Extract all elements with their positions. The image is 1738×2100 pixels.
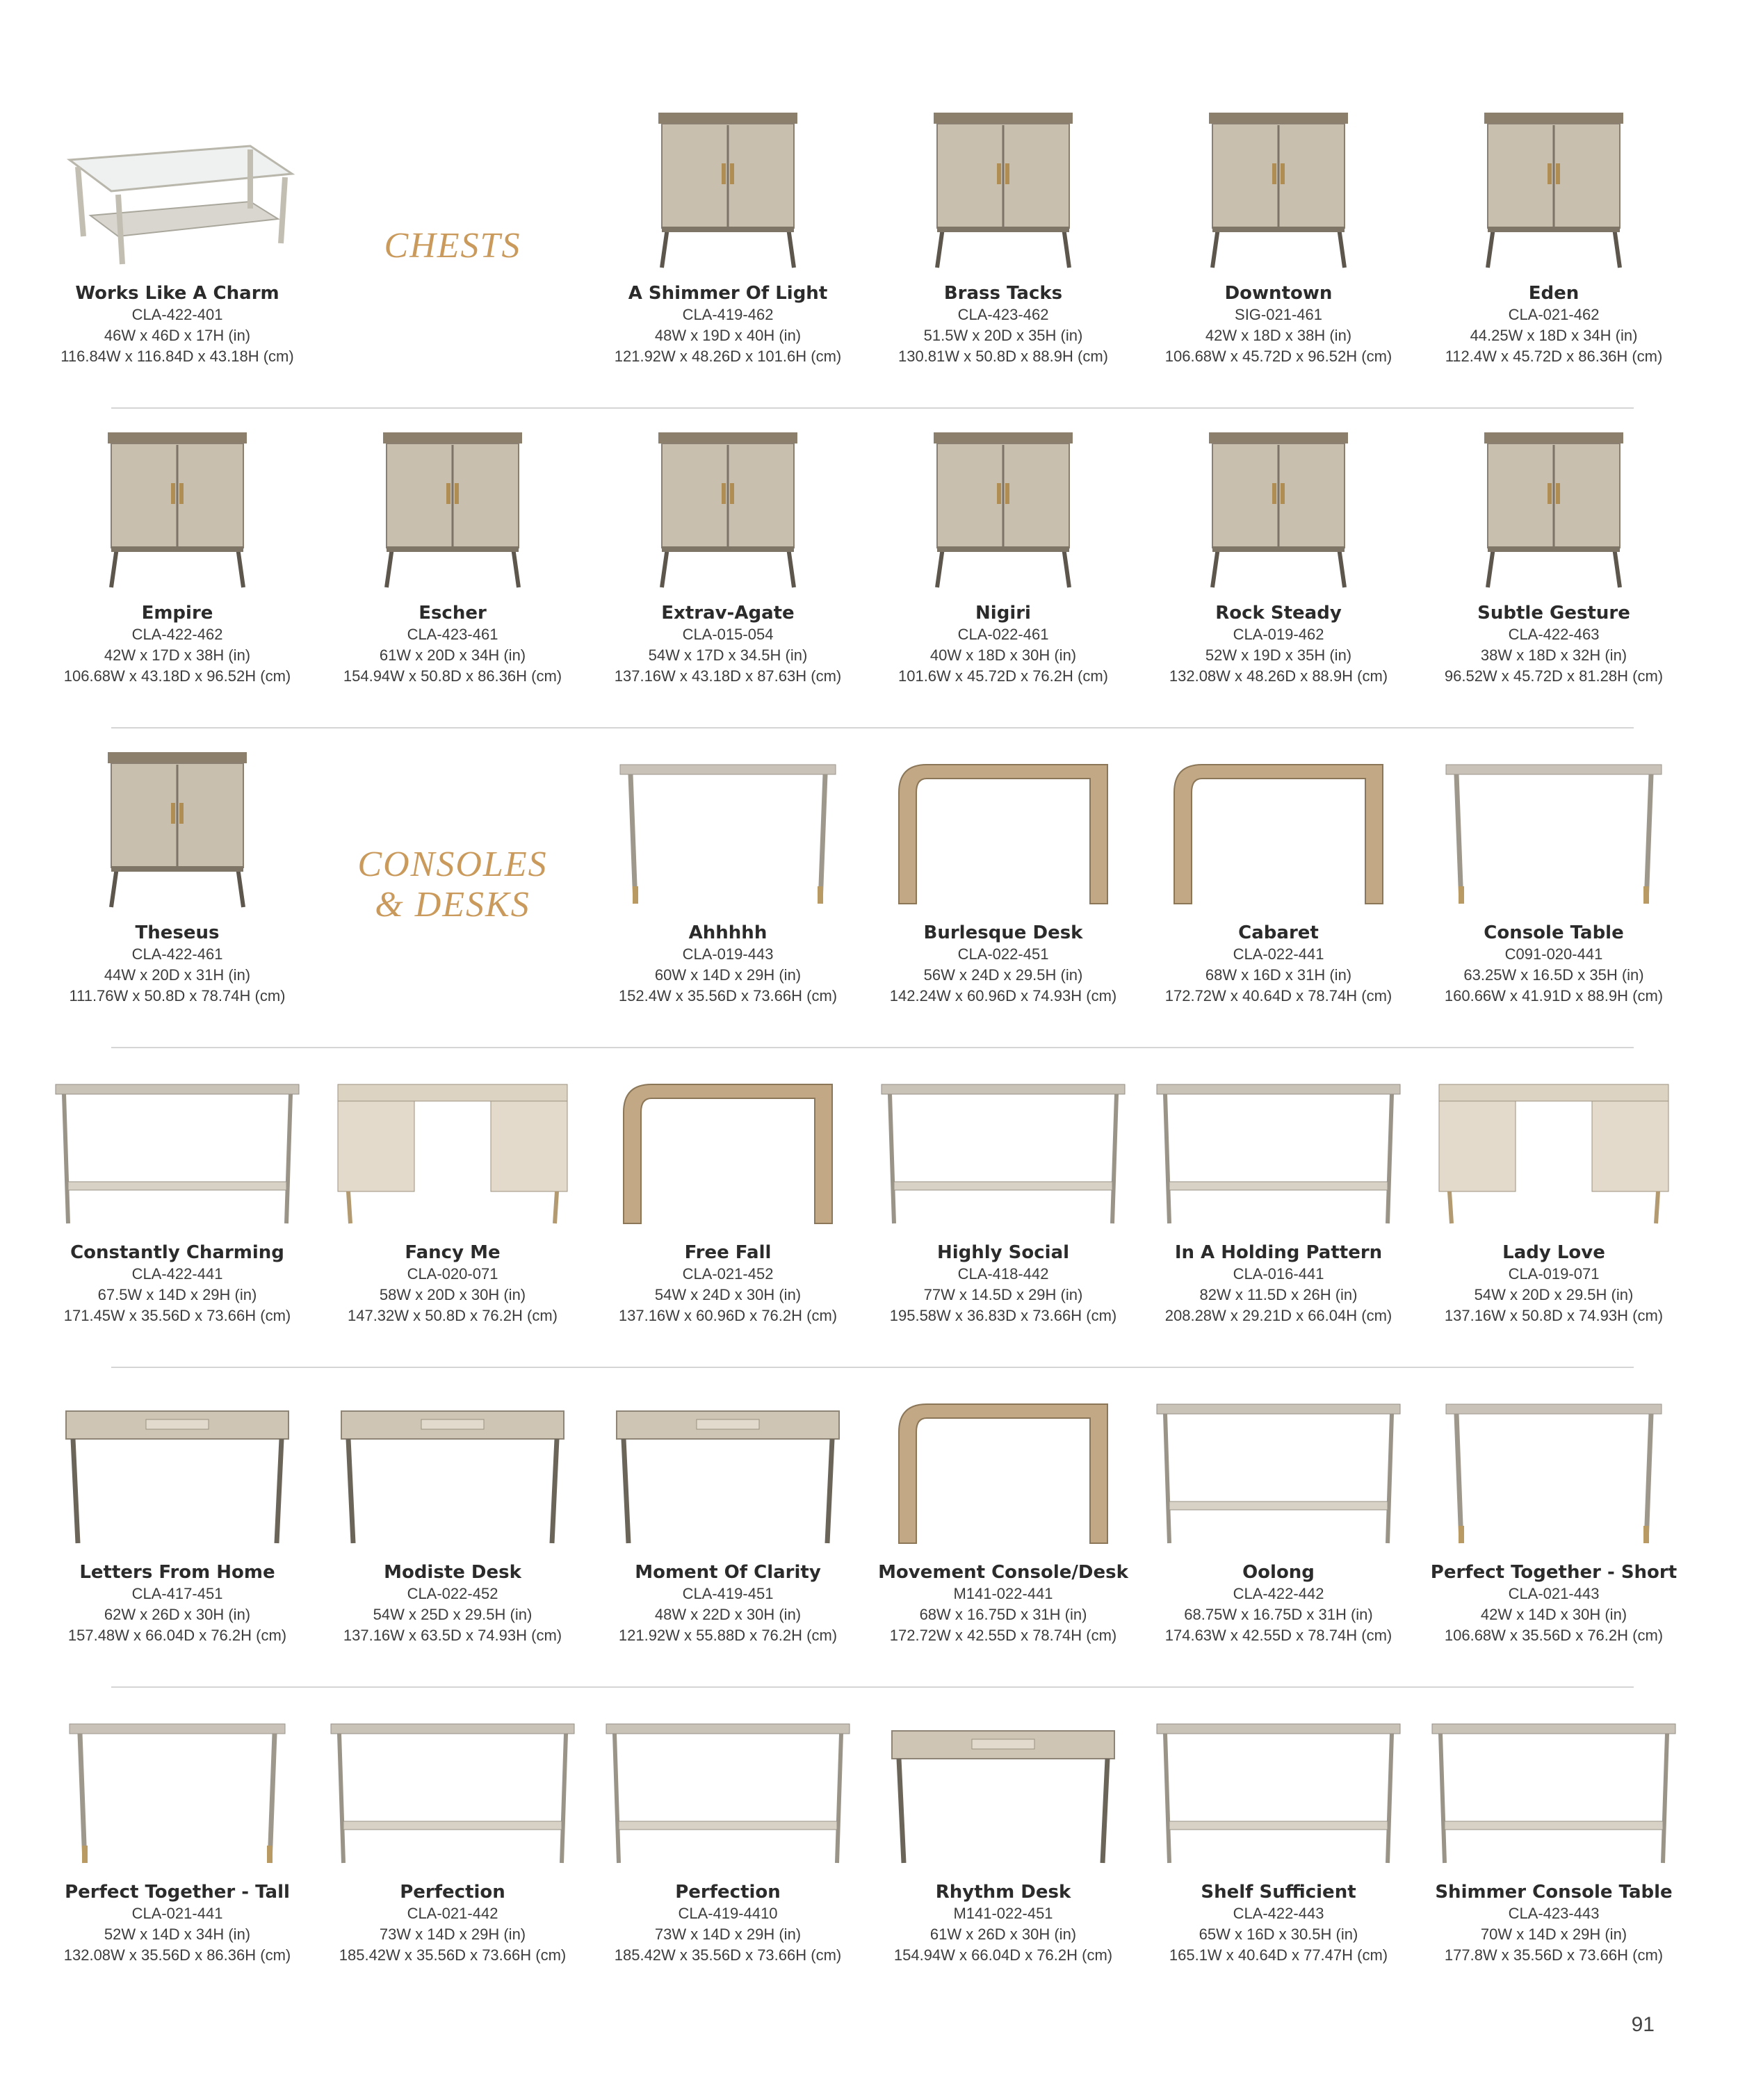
product-name: Lady Love [1502, 1242, 1605, 1263]
product-image [42, 97, 313, 282]
product-card [317, 417, 588, 737]
product-name: Oolong [1242, 1562, 1315, 1583]
product-sku: CLA-422-401 [131, 306, 223, 323]
product-card [1418, 1376, 1689, 1696]
product-card [1418, 97, 1689, 417]
product-dimensions-cm: 177.8W x 35.56D x 73.66H (cm) [1444, 1946, 1664, 1964]
product-sku: CLA-022-451 [957, 945, 1049, 963]
product-dimensions-in: 60W x 14D x 29H (in) [654, 966, 802, 984]
product-name: Rock Steady [1215, 603, 1342, 624]
product-dimensions-in: 70W x 14D x 29H (in) [1480, 1926, 1627, 1943]
product-dimensions-in: 48W x 22D x 30H (in) [654, 1606, 802, 1623]
product-dimensions-cm: 137.16W x 43.18D x 87.63H (cm) [614, 667, 842, 685]
product-card [317, 1057, 588, 1376]
product-dimensions-cm: 174.63W x 42.55D x 78.74H (cm) [1164, 1627, 1392, 1644]
product-card [868, 1696, 1139, 2016]
product-sku: CLA-020-071 [407, 1265, 498, 1283]
product-name: Highly Social [936, 1242, 1070, 1263]
product-image [1143, 737, 1414, 921]
product-dimensions-cm: 152.4W x 35.56D x 73.66H (cm) [618, 987, 838, 1004]
product-dimensions-in: 38W x 18D x 32H (in) [1480, 646, 1627, 664]
product-image [592, 417, 863, 601]
product-dimensions-in: 54W x 20D x 29.5H (in) [1474, 1286, 1634, 1303]
product-image [1418, 1696, 1689, 1880]
product-dimensions-cm: 171.45W x 35.56D x 73.66H (cm) [63, 1307, 291, 1324]
product-dimensions-in: 44.25W x 18D x 34H (in) [1470, 327, 1638, 344]
product-image [1418, 1376, 1689, 1561]
product-name: Downtown [1224, 283, 1333, 304]
product-card [42, 417, 313, 737]
product-dimensions-in: 67.5W x 14D x 29H (in) [97, 1286, 257, 1303]
product-name: Perfect Together - Tall [65, 1882, 290, 1903]
product-dimensions-in: 44W x 20D x 31H (in) [104, 966, 251, 984]
product-image [868, 417, 1139, 601]
product-card [592, 1057, 863, 1376]
product-name: Console Table [1484, 922, 1624, 943]
product-sku: CLA-021-462 [1508, 306, 1600, 323]
product-dimensions-cm: 121.92W x 55.88D x 76.2H (cm) [618, 1627, 838, 1644]
product-dimensions-in: 58W x 20D x 30H (in) [379, 1286, 526, 1303]
product-image [1143, 97, 1414, 282]
product-sku: CLA-022-452 [407, 1585, 498, 1602]
product-image [592, 1696, 863, 1880]
product-image [1143, 1376, 1414, 1561]
product-dimensions-cm: 137.16W x 50.8D x 74.93H (cm) [1444, 1307, 1664, 1324]
product-dimensions-cm: 165.1W x 40.64D x 77.47H (cm) [1169, 1946, 1388, 1964]
product-sku: CLA-021-442 [407, 1905, 498, 1922]
product-sku: CLA-419-451 [682, 1585, 774, 1602]
product-image [1418, 417, 1689, 601]
page-number: 91 [1631, 2013, 1655, 2036]
row-divider [111, 407, 1634, 409]
product-name: Extrav-Agate [661, 603, 795, 624]
product-sku: CLA-422-441 [131, 1265, 223, 1283]
product-image [868, 1057, 1139, 1241]
product-image [42, 1376, 313, 1561]
product-dimensions-cm: 185.42W x 35.56D x 73.66H (cm) [614, 1946, 842, 1964]
product-sku: C091-020-441 [1504, 945, 1603, 963]
product-dimensions-in: 73W x 14D x 29H (in) [379, 1926, 526, 1943]
product-image [868, 97, 1139, 282]
product-name: Cabaret [1238, 922, 1319, 943]
product-name: Shimmer Console Table [1435, 1882, 1673, 1903]
row-divider [111, 1047, 1634, 1048]
product-dimensions-cm: 137.16W x 60.96D x 76.2H (cm) [618, 1307, 838, 1324]
product-dimensions-in: 82W x 11.5D x 26H (in) [1199, 1286, 1358, 1303]
product-card [1418, 1057, 1689, 1376]
product-sku: CLA-021-443 [1508, 1585, 1600, 1602]
product-sku: CLA-423-462 [957, 306, 1049, 323]
product-name: Free Fall [684, 1242, 772, 1263]
product-name: Works Like A Charm [75, 283, 279, 304]
product-card [317, 1376, 588, 1696]
product-card [592, 1696, 863, 2016]
product-image [42, 1696, 313, 1880]
product-dimensions-cm: 160.66W x 41.91D x 88.9H (cm) [1444, 987, 1664, 1004]
product-card [42, 737, 313, 1057]
product-dimensions-in: 48W x 19D x 40H (in) [654, 327, 802, 344]
product-card [1418, 1696, 1689, 2016]
product-image [868, 1696, 1139, 1880]
product-sku: CLA-022-461 [957, 626, 1049, 643]
product-image [42, 1057, 313, 1241]
product-dimensions-cm: 137.16W x 63.5D x 74.93H (cm) [343, 1627, 562, 1644]
product-sku: CLA-423-461 [407, 626, 498, 643]
product-dimensions-cm: 185.42W x 35.56D x 73.66H (cm) [339, 1946, 567, 1964]
section-title-line-1: CONSOLES [357, 845, 548, 884]
section-title-chests: CHESTS [384, 226, 521, 266]
product-dimensions-in: 62W x 26D x 30H (in) [104, 1606, 251, 1623]
product-name: Moment Of Clarity [635, 1562, 821, 1583]
product-row [0, 97, 1738, 417]
section-title-line-2: & DESKS [375, 885, 530, 925]
product-dimensions-cm: 147.32W x 50.8D x 76.2H (cm) [347, 1307, 558, 1324]
product-card [1143, 417, 1414, 737]
product-sku: CLA-419-462 [682, 306, 774, 323]
product-name: Modiste Desk [384, 1562, 521, 1583]
product-dimensions-cm: 121.92W x 48.26D x 101.6H (cm) [614, 348, 842, 365]
product-dimensions-in: 56W x 24D x 29.5H (in) [923, 966, 1083, 984]
product-name: Nigiri [975, 603, 1031, 624]
product-name: Constantly Charming [70, 1242, 284, 1263]
row-divider [111, 1686, 1634, 1688]
product-name: Ahhhhh [688, 922, 768, 943]
product-name: Theseus [135, 922, 220, 943]
product-sku: CLA-015-054 [682, 626, 774, 643]
product-sku: CLA-417-451 [131, 1585, 223, 1602]
product-dimensions-cm: 208.28W x 29.21D x 66.04H (cm) [1164, 1307, 1392, 1324]
product-card [592, 417, 863, 737]
product-card [868, 97, 1139, 417]
product-card [42, 97, 313, 417]
product-card [868, 1057, 1139, 1376]
product-image [317, 1696, 588, 1880]
product-dimensions-cm: 154.94W x 66.04D x 76.2H (cm) [893, 1946, 1113, 1964]
product-image [317, 1376, 588, 1561]
product-card [1143, 97, 1414, 417]
product-dimensions-in: 54W x 24D x 30H (in) [654, 1286, 802, 1303]
product-card [592, 1376, 863, 1696]
product-dimensions-in: 68W x 16.75D x 31H (in) [919, 1606, 1087, 1623]
product-dimensions-cm: 116.84W x 116.84D x 43.18H (cm) [60, 348, 294, 365]
product-sku: CLA-021-441 [131, 1905, 223, 1922]
product-sku: M141-022-451 [953, 1905, 1053, 1922]
product-card [1418, 737, 1689, 1057]
product-dimensions-cm: 106.68W x 35.56D x 76.2H (cm) [1444, 1627, 1664, 1644]
product-card [1143, 1057, 1414, 1376]
product-sku: CLA-418-442 [957, 1265, 1049, 1283]
product-dimensions-in: 65W x 16D x 30.5H (in) [1199, 1926, 1358, 1943]
product-sku: CLA-422-462 [131, 626, 223, 643]
product-card [868, 417, 1139, 737]
product-dimensions-cm: 195.58W x 36.83D x 73.66H (cm) [889, 1307, 1117, 1324]
product-image [1143, 1057, 1414, 1241]
product-dimensions-in: 52W x 14D x 34H (in) [104, 1926, 251, 1943]
product-name: Escher [419, 603, 487, 624]
product-row [0, 417, 1738, 737]
product-name: Brass Tacks [943, 283, 1063, 304]
product-image [592, 1376, 863, 1561]
product-image [1418, 737, 1689, 921]
product-row [0, 737, 1738, 1057]
product-sku: CLA-422-463 [1508, 626, 1600, 643]
product-dimensions-in: 68.75W x 16.75D x 31H (in) [1184, 1606, 1373, 1623]
product-card [592, 737, 863, 1057]
product-dimensions-in: 46W x 46D x 17H (in) [104, 327, 251, 344]
product-name: Empire [141, 603, 213, 624]
product-sku: CLA-422-461 [131, 945, 223, 963]
product-dimensions-cm: 101.6W x 45.72D x 76.2H (cm) [898, 667, 1108, 685]
product-dimensions-in: 61W x 20D x 34H (in) [379, 646, 526, 664]
product-dimensions-in: 42W x 18D x 38H (in) [1205, 327, 1352, 344]
product-name: Letters From Home [79, 1562, 275, 1583]
product-row [0, 1696, 1738, 2016]
product-image [42, 417, 313, 601]
product-sku: CLA-019-462 [1233, 626, 1324, 643]
product-name: Movement Console/Desk [878, 1562, 1128, 1583]
product-sku: CLA-419-4410 [678, 1905, 778, 1922]
product-dimensions-cm: 157.48W x 66.04D x 76.2H (cm) [67, 1627, 287, 1644]
product-dimensions-cm: 130.81W x 50.8D x 88.9H (cm) [898, 348, 1108, 365]
product-sku: CLA-019-071 [1508, 1265, 1600, 1283]
product-name: Burlesque Desk [923, 922, 1083, 943]
product-card [1418, 417, 1689, 737]
product-card [1143, 737, 1414, 1057]
row-divider [111, 727, 1634, 729]
product-name: Shelf Sufficient [1201, 1882, 1356, 1903]
product-sku: CLA-016-441 [1233, 1265, 1324, 1283]
product-row [0, 1376, 1738, 1696]
product-image [868, 1376, 1139, 1561]
product-sku: CLA-422-442 [1233, 1585, 1324, 1602]
product-dimensions-in: 73W x 14D x 29H (in) [654, 1926, 802, 1943]
product-sku: CLA-422-443 [1233, 1905, 1324, 1922]
product-card [42, 1057, 313, 1376]
product-sku: M141-022-441 [953, 1585, 1053, 1602]
product-dimensions-cm: 111.76W x 50.8D x 78.74H (cm) [69, 987, 286, 1004]
product-image [317, 1057, 588, 1241]
product-name: In A Holding Pattern [1174, 1242, 1383, 1263]
product-dimensions-in: 63.25W x 16.5D x 35H (in) [1463, 966, 1644, 984]
product-dimensions-in: 52W x 19D x 35H (in) [1205, 646, 1352, 664]
product-image [592, 737, 863, 921]
product-row [0, 1057, 1738, 1376]
product-image [1143, 417, 1414, 601]
product-card [592, 97, 863, 417]
product-image [868, 737, 1139, 921]
product-sku: CLA-423-443 [1508, 1905, 1600, 1922]
product-sku: CLA-022-441 [1233, 945, 1324, 963]
product-dimensions-in: 51.5W x 20D x 35H (in) [923, 327, 1083, 344]
product-dimensions-cm: 106.68W x 43.18D x 96.52H (cm) [63, 667, 291, 685]
product-dimensions-cm: 154.94W x 50.8D x 86.36H (cm) [343, 667, 562, 685]
product-name: Rhythm Desk [935, 1882, 1071, 1903]
product-name: A Shimmer Of Light [628, 283, 828, 304]
product-sku: CLA-019-443 [682, 945, 774, 963]
product-dimensions-cm: 112.4W x 45.72D x 86.36H (cm) [1445, 348, 1663, 365]
product-dimensions-cm: 96.52W x 45.72D x 81.28H (cm) [1444, 667, 1664, 685]
product-name: Subtle Gesture [1477, 603, 1630, 624]
product-card [1143, 1696, 1414, 2016]
product-name: Perfection [400, 1882, 505, 1903]
product-name: Eden [1528, 283, 1579, 304]
product-image [592, 1057, 863, 1241]
product-dimensions-cm: 132.08W x 48.26D x 88.9H (cm) [1169, 667, 1388, 685]
product-image [592, 97, 863, 282]
product-dimensions-cm: 172.72W x 42.55D x 78.74H (cm) [889, 1627, 1117, 1644]
product-dimensions-in: 54W x 25D x 29.5H (in) [373, 1606, 533, 1623]
product-image [1143, 1696, 1414, 1880]
product-card [1143, 1376, 1414, 1696]
product-dimensions-in: 40W x 18D x 30H (in) [929, 646, 1077, 664]
product-name: Perfect Together - Short [1430, 1562, 1678, 1583]
product-image [1418, 1057, 1689, 1241]
product-name: Fancy Me [405, 1242, 501, 1263]
product-name: Perfection [675, 1882, 781, 1903]
product-image [317, 417, 588, 601]
product-dimensions-in: 77W x 14.5D x 29H (in) [923, 1286, 1083, 1303]
product-dimensions-cm: 142.24W x 60.96D x 74.93H (cm) [889, 987, 1117, 1004]
product-image [42, 737, 313, 921]
product-card [42, 1696, 313, 2016]
product-dimensions-in: 42W x 17D x 38H (in) [104, 646, 251, 664]
product-dimensions-cm: 132.08W x 35.56D x 86.36H (cm) [63, 1946, 291, 1964]
product-card [42, 1376, 313, 1696]
product-card [317, 1696, 588, 2016]
row-divider [111, 1367, 1634, 1368]
product-card [868, 737, 1139, 1057]
product-dimensions-in: 68W x 16D x 31H (in) [1205, 966, 1352, 984]
product-image [1418, 97, 1689, 282]
product-dimensions-in: 54W x 17D x 34.5H (in) [648, 646, 808, 664]
product-sku: CLA-021-452 [682, 1265, 774, 1283]
product-card [868, 1376, 1139, 1696]
product-dimensions-cm: 172.72W x 40.64D x 78.74H (cm) [1164, 987, 1392, 1004]
product-dimensions-in: 42W x 14D x 30H (in) [1480, 1606, 1627, 1623]
product-dimensions-in: 61W x 26D x 30H (in) [929, 1926, 1077, 1943]
product-sku: SIG-021-461 [1235, 306, 1322, 323]
product-dimensions-cm: 106.68W x 45.72D x 96.52H (cm) [1164, 348, 1392, 365]
